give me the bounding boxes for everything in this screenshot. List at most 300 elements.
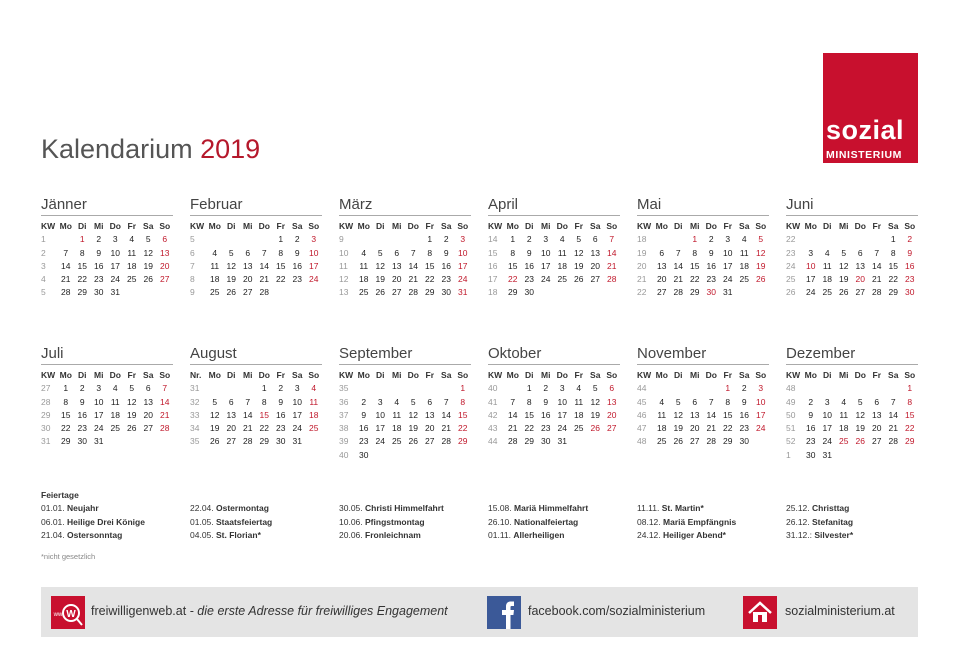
day-cell: 7 xyxy=(874,247,880,258)
day-cell: 8 xyxy=(510,247,516,258)
day-cell: 13 xyxy=(425,409,435,420)
weekday-header: Mi xyxy=(690,221,700,231)
month-grid xyxy=(786,369,918,462)
day-cell xyxy=(58,233,75,246)
day-cell: 25 xyxy=(210,287,220,298)
weekday-header: Sa xyxy=(143,370,154,380)
day-cell xyxy=(654,382,671,395)
freiwilligenweb-logo-icon[interactable] xyxy=(51,596,85,629)
weekday-header: Mo xyxy=(506,221,519,231)
day-cell: 27 xyxy=(143,423,153,434)
week-row xyxy=(41,422,173,435)
week-row xyxy=(786,409,918,422)
day-cell xyxy=(571,286,588,299)
home-link[interactable]: sozialministerium.at xyxy=(785,604,895,618)
weekday-header: Di xyxy=(227,221,236,231)
day-cell xyxy=(554,286,571,299)
week-row xyxy=(488,396,620,409)
weekday-header: So xyxy=(755,370,767,380)
day-cell: 17 xyxy=(806,274,816,285)
day-cell: 15 xyxy=(690,260,700,271)
day-cell: 12 xyxy=(673,409,683,420)
week-number: 9 xyxy=(339,234,344,245)
week-row xyxy=(41,286,173,299)
month-name: Juli xyxy=(41,345,64,362)
day-cell: 22 xyxy=(723,423,733,434)
weekday-header: Di xyxy=(674,221,683,231)
day-cell: 26 xyxy=(590,423,600,434)
day-cell: 25 xyxy=(127,274,137,285)
day-cell: 28 xyxy=(243,436,253,447)
day-cell: 9 xyxy=(907,247,913,258)
day-cell: 27 xyxy=(160,274,170,285)
day-cell: 7 xyxy=(162,383,168,394)
day-cell: 15 xyxy=(723,409,733,420)
week-row xyxy=(339,286,471,299)
weekday-header: Fr xyxy=(723,370,732,380)
day-cell: 16 xyxy=(524,260,534,271)
day-cell: 13 xyxy=(392,260,402,271)
day-cell: 11 xyxy=(839,409,849,420)
week-row xyxy=(41,233,173,246)
day-cell: 24 xyxy=(309,274,319,285)
holiday-name: Christtag xyxy=(812,503,850,513)
day-cell: 22 xyxy=(690,274,700,285)
day-cell: 21 xyxy=(888,423,898,434)
week-number: 22 xyxy=(786,234,796,245)
day-cell: 15 xyxy=(276,260,286,271)
day-cell: 28 xyxy=(259,287,269,298)
day-cell: 11 xyxy=(210,260,220,271)
weekday-header-row xyxy=(488,220,620,233)
day-cell: 4 xyxy=(741,234,747,245)
month-divider xyxy=(786,364,918,365)
day-cell: 11 xyxy=(557,247,567,258)
day-cell xyxy=(422,382,439,395)
weekday-header: Do xyxy=(407,221,419,231)
day-cell: 30 xyxy=(739,436,749,447)
day-cell xyxy=(372,382,389,395)
weekday-header: Fr xyxy=(872,221,881,231)
week-number-header: KW xyxy=(41,221,56,231)
week-number: 20 xyxy=(637,260,647,271)
day-cell: 26 xyxy=(408,436,418,447)
day-cell: 16 xyxy=(739,409,749,420)
weekday-header: So xyxy=(159,370,171,380)
holiday-item xyxy=(339,516,444,530)
day-cell: 15 xyxy=(905,409,915,420)
day-cell xyxy=(836,233,853,246)
week-row xyxy=(488,409,620,422)
day-cell: 19 xyxy=(590,409,600,420)
week-row xyxy=(339,260,471,273)
week-number: 17 xyxy=(488,274,498,285)
month-divider xyxy=(190,215,322,216)
weekday-header: Di xyxy=(78,370,87,380)
day-cell: 30 xyxy=(359,449,369,460)
weekday-header: So xyxy=(308,370,320,380)
holiday-date: 01.01. xyxy=(41,503,65,513)
weekday-header-row xyxy=(190,369,322,382)
weekday-header: Mo xyxy=(59,221,72,231)
week-number: 12 xyxy=(339,274,349,285)
day-cell: 27 xyxy=(226,436,236,447)
day-cell: 16 xyxy=(292,260,302,271)
month-grid xyxy=(488,369,620,449)
day-cell: 2 xyxy=(741,383,747,394)
day-cell: 1 xyxy=(526,383,532,394)
day-cell: 14 xyxy=(61,260,71,271)
week-row xyxy=(488,260,620,273)
month-grid xyxy=(41,369,173,449)
weekday-header: Mo xyxy=(804,221,817,231)
day-cell: 19 xyxy=(226,274,236,285)
week-row xyxy=(637,233,769,246)
month-11 xyxy=(637,345,769,449)
day-cell: 22 xyxy=(888,274,898,285)
day-cell: 13 xyxy=(855,260,865,271)
week-number: 48 xyxy=(637,436,647,447)
week-row xyxy=(41,435,173,448)
month-divider xyxy=(190,364,322,365)
day-cell: 28 xyxy=(872,287,882,298)
week-row xyxy=(488,233,620,246)
day-cell xyxy=(107,435,124,448)
week-row xyxy=(637,260,769,273)
day-cell: 28 xyxy=(706,436,716,447)
day-cell: 6 xyxy=(162,234,168,245)
day-cell: 23 xyxy=(441,274,451,285)
day-cell: 15 xyxy=(425,260,435,271)
day-cell: 22 xyxy=(276,274,286,285)
weekday-header: Mi xyxy=(94,221,104,231)
day-cell: 9 xyxy=(79,396,85,407)
day-cell: 11 xyxy=(392,409,402,420)
week-number: 18 xyxy=(637,234,647,245)
day-cell: 4 xyxy=(841,396,847,407)
day-cell xyxy=(372,449,389,462)
day-cell: 28 xyxy=(408,287,418,298)
week-number: 4 xyxy=(41,274,46,285)
day-cell: 27 xyxy=(607,423,617,434)
week-number: 6 xyxy=(190,247,195,258)
day-cell: 29 xyxy=(508,287,518,298)
day-cell: 28 xyxy=(61,287,71,298)
day-cell: 21 xyxy=(259,274,269,285)
day-cell: 24 xyxy=(756,423,766,434)
day-cell: 27 xyxy=(425,436,435,447)
weekday-header: Do xyxy=(705,221,717,231)
month-9 xyxy=(339,345,471,462)
day-cell: 27 xyxy=(690,436,700,447)
weekday-header: Di xyxy=(674,370,683,380)
day-cell: 18 xyxy=(127,260,137,271)
month-grid xyxy=(786,220,918,300)
day-cell: 1 xyxy=(725,383,731,394)
weekday-header: Fr xyxy=(574,370,583,380)
day-cell: 6 xyxy=(245,247,251,258)
weekday-header: So xyxy=(159,221,171,231)
day-cell: 14 xyxy=(441,409,451,420)
week-number: 26 xyxy=(786,287,796,298)
week-row xyxy=(339,435,471,448)
holiday-name: Silvester* xyxy=(814,530,854,540)
holiday-name: St. Martin* xyxy=(661,503,704,513)
day-cell xyxy=(389,233,406,246)
week-number: 25 xyxy=(786,274,796,285)
holiday-item xyxy=(339,502,444,516)
day-cell: 5 xyxy=(145,234,151,245)
day-cell: 26 xyxy=(226,287,236,298)
week-number: 38 xyxy=(339,423,349,434)
day-cell: 15 xyxy=(888,260,898,271)
day-cell xyxy=(405,233,422,246)
day-cell: 25 xyxy=(359,287,369,298)
day-cell: 11 xyxy=(110,396,120,407)
day-cell: 24 xyxy=(292,423,302,434)
weekday-header: Di xyxy=(227,370,236,380)
weekday-header: So xyxy=(904,370,916,380)
day-cell: 4 xyxy=(659,396,665,407)
week-number: 21 xyxy=(637,274,647,285)
month-7 xyxy=(41,345,173,449)
day-cell xyxy=(223,233,240,246)
day-cell: 19 xyxy=(375,274,385,285)
day-cell: 4 xyxy=(361,247,367,258)
week-row xyxy=(786,449,918,462)
day-cell: 14 xyxy=(706,409,716,420)
month-grid xyxy=(190,369,322,449)
week-number: 48 xyxy=(786,383,796,394)
weekday-header: So xyxy=(606,370,618,380)
week-row xyxy=(41,273,173,286)
week-row xyxy=(786,233,918,246)
day-cell: 7 xyxy=(609,234,615,245)
day-cell: 1 xyxy=(510,234,516,245)
day-cell: 23 xyxy=(292,274,302,285)
week-row xyxy=(637,435,769,448)
weekday-header: So xyxy=(457,221,469,231)
holiday-item xyxy=(41,502,145,516)
day-cell: 13 xyxy=(690,409,700,420)
month-grid xyxy=(339,220,471,300)
day-cell: 16 xyxy=(541,409,551,420)
day-cell xyxy=(356,233,373,246)
day-cell: 13 xyxy=(590,247,600,258)
day-cell: 10 xyxy=(756,396,766,407)
weekday-header: Fr xyxy=(872,370,881,380)
day-cell: 19 xyxy=(839,274,849,285)
week-number: 28 xyxy=(41,396,51,407)
holidays-title: Feiertage xyxy=(41,490,79,500)
day-cell: 31 xyxy=(94,436,104,447)
week-row xyxy=(41,409,173,422)
holiday-item xyxy=(786,516,853,530)
day-cell xyxy=(902,449,919,462)
sozialministerium-logo xyxy=(823,53,918,163)
day-cell xyxy=(273,286,290,299)
day-cell: 29 xyxy=(524,436,534,447)
day-cell: 4 xyxy=(394,396,400,407)
day-cell xyxy=(852,449,869,462)
day-cell: 6 xyxy=(427,396,433,407)
day-cell: 30 xyxy=(77,436,87,447)
day-cell xyxy=(538,286,555,299)
day-cell xyxy=(256,233,273,246)
day-cell: 19 xyxy=(756,260,766,271)
day-cell: 22 xyxy=(905,423,915,434)
week-number: 8 xyxy=(190,274,195,285)
day-cell: 4 xyxy=(311,383,317,394)
day-cell: 25 xyxy=(657,436,667,447)
day-cell: 6 xyxy=(145,383,151,394)
day-cell: 1 xyxy=(460,383,466,394)
holiday-name: Ostersonntag xyxy=(67,530,123,540)
day-cell: 3 xyxy=(311,234,317,245)
day-cell xyxy=(140,435,157,448)
day-cell: 25 xyxy=(574,423,584,434)
day-cell: 12 xyxy=(127,396,137,407)
svg-text:ww: ww xyxy=(53,612,63,618)
week-number: 7 xyxy=(190,260,195,271)
week-number: 19 xyxy=(637,247,647,258)
day-cell: 6 xyxy=(228,396,234,407)
day-cell: 13 xyxy=(657,260,667,271)
weekday-header: Do xyxy=(556,221,568,231)
logo-line2: MINISTERIUM xyxy=(826,149,903,161)
facebook-link[interactable]: facebook.com/sozialministerium xyxy=(528,604,706,618)
day-cell: 27 xyxy=(392,287,402,298)
day-cell: 5 xyxy=(228,247,234,258)
day-cell: 11 xyxy=(822,260,832,271)
day-cell xyxy=(852,233,869,246)
day-cell xyxy=(836,382,853,395)
day-cell: 27 xyxy=(243,287,253,298)
day-cell: 10 xyxy=(723,247,733,258)
day-cell: 13 xyxy=(143,396,153,407)
day-cell: 10 xyxy=(458,247,468,258)
day-cell: 1 xyxy=(890,234,896,245)
holiday-item xyxy=(339,529,444,543)
day-cell: 9 xyxy=(741,396,747,407)
day-cell: 21 xyxy=(61,274,71,285)
weekday-header: Fr xyxy=(276,370,285,380)
day-cell: 12 xyxy=(756,247,766,258)
day-cell: 29 xyxy=(425,287,435,298)
week-number: 5 xyxy=(190,234,195,245)
day-cell: 10 xyxy=(110,247,120,258)
holiday-column xyxy=(190,502,272,543)
week-number: 29 xyxy=(41,409,51,420)
weekday-header: Fr xyxy=(425,221,434,231)
day-cell: 21 xyxy=(160,409,170,420)
day-cell: 13 xyxy=(243,260,253,271)
day-cell: 11 xyxy=(127,247,137,258)
day-cell: 5 xyxy=(841,247,847,258)
weekday-header: Sa xyxy=(292,370,303,380)
weekday-header: Sa xyxy=(739,221,750,231)
day-cell: 19 xyxy=(127,409,137,420)
week-row xyxy=(339,382,471,395)
week-row xyxy=(339,409,471,422)
weekday-header: Di xyxy=(823,370,832,380)
day-cell: 5 xyxy=(576,234,582,245)
day-cell: 12 xyxy=(210,409,220,420)
day-cell: 29 xyxy=(888,287,898,298)
week-number: 40 xyxy=(488,383,498,394)
day-cell: 11 xyxy=(359,260,369,271)
day-cell: 30 xyxy=(806,449,816,460)
day-cell: 13 xyxy=(226,409,236,420)
day-cell: 28 xyxy=(888,436,898,447)
day-cell: 25 xyxy=(309,423,319,434)
holidays-note: *nicht gesetzlich xyxy=(41,552,96,561)
day-cell: 5 xyxy=(410,396,416,407)
day-cell xyxy=(687,382,704,395)
week-number: 39 xyxy=(339,436,349,447)
facebook-icon[interactable] xyxy=(487,596,521,629)
day-cell: 28 xyxy=(673,287,683,298)
week-number: 43 xyxy=(488,423,498,434)
week-number: 44 xyxy=(637,383,647,394)
weekday-header: Mi xyxy=(243,221,253,231)
day-cell: 5 xyxy=(675,396,681,407)
week-row xyxy=(488,273,620,286)
day-cell: 27 xyxy=(657,287,667,298)
day-cell: 9 xyxy=(708,247,714,258)
day-cell xyxy=(736,286,753,299)
day-cell: 9 xyxy=(808,409,814,420)
day-cell: 14 xyxy=(160,396,170,407)
day-cell: 29 xyxy=(723,436,733,447)
weekday-header-row xyxy=(339,369,471,382)
home-icon[interactable] xyxy=(743,596,777,629)
weekday-header: Do xyxy=(109,370,121,380)
day-cell: 4 xyxy=(212,247,218,258)
holiday-name: Mariä Himmelfahrt xyxy=(514,503,589,513)
day-cell: 21 xyxy=(508,423,518,434)
day-cell: 10 xyxy=(557,396,567,407)
day-cell xyxy=(372,233,389,246)
week-row xyxy=(190,286,322,299)
day-cell: 10 xyxy=(292,396,302,407)
day-cell: 3 xyxy=(96,383,102,394)
week-row xyxy=(339,247,471,260)
holiday-column xyxy=(637,502,736,543)
day-cell xyxy=(587,286,604,299)
month-divider xyxy=(637,364,769,365)
day-cell: 16 xyxy=(806,423,816,434)
day-cell: 25 xyxy=(392,436,402,447)
day-cell: 10 xyxy=(309,247,319,258)
day-cell: 18 xyxy=(557,260,567,271)
day-cell: 18 xyxy=(657,423,667,434)
holiday-date: 22.04. xyxy=(190,503,214,513)
day-cell: 3 xyxy=(559,383,565,394)
day-cell: 12 xyxy=(855,409,865,420)
day-cell: 12 xyxy=(226,260,236,271)
week-row xyxy=(190,382,322,395)
day-cell xyxy=(819,233,836,246)
freiwilligenweb-link[interactable] xyxy=(91,604,448,618)
weekday-header: Mi xyxy=(94,370,104,380)
week-number: 52 xyxy=(786,436,796,447)
weekday-header: Do xyxy=(854,221,866,231)
weekday-header: So xyxy=(308,221,320,231)
week-number-header: KW xyxy=(339,370,354,380)
week-number: 31 xyxy=(190,383,200,394)
month-1 xyxy=(41,196,173,300)
